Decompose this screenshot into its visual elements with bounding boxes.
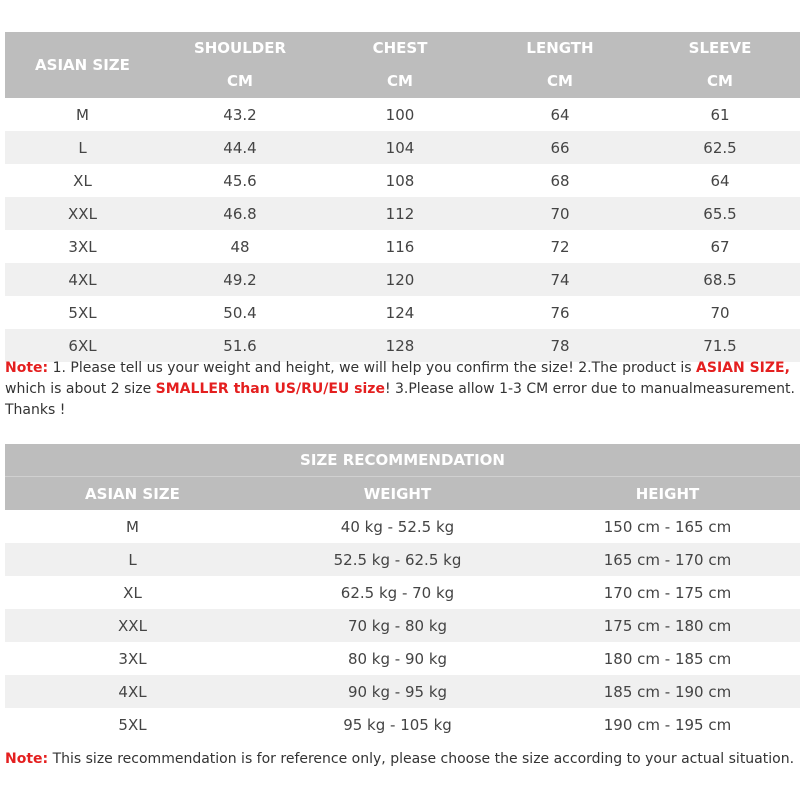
note-text-1: 1. Please tell us your weight and height, we will help you confirm the size! 2.The product is	[48, 360, 697, 376]
table-cell: 44.4	[223, 138, 257, 157]
table-cell: 120	[385, 270, 415, 289]
table-row	[5, 131, 800, 164]
table-row	[5, 164, 800, 197]
table-cell: 3XL	[68, 237, 97, 256]
table-row	[5, 98, 800, 131]
table-cell: 65.5	[703, 204, 737, 223]
size-chart-header	[5, 32, 800, 98]
table-cell: 74	[550, 270, 570, 289]
size-note	[5, 358, 795, 421]
table-cell: 3XL	[118, 649, 147, 668]
table-cell: 4XL	[118, 682, 147, 701]
note-emphasis-asian-size: ASIAN SIZE,	[696, 360, 790, 376]
header-length: LENGTH CM	[526, 39, 594, 90]
table-cell: 61	[710, 105, 730, 124]
table-cell: 45.6	[223, 171, 257, 190]
table-cell: 70	[710, 303, 730, 322]
table-cell: 112	[385, 204, 415, 223]
table-cell: XXL	[68, 204, 97, 223]
note-label: Note:	[5, 751, 49, 767]
recommendation-note	[5, 749, 795, 770]
table-cell: 43.2	[223, 105, 257, 124]
table-cell: 70	[550, 204, 570, 223]
table-cell: 78	[550, 336, 570, 355]
size-recommendation-table	[5, 444, 800, 741]
table-cell: 5XL	[118, 715, 147, 734]
table-row	[5, 296, 800, 329]
table-row	[5, 510, 800, 543]
table-cell: 185 cm - 190 cm	[603, 682, 732, 701]
note-text-2: which is about 2 size	[5, 381, 156, 397]
note-text: This size recommendation is for reference only, please choose the size according to your actual situation.	[48, 751, 795, 767]
table-row	[5, 197, 800, 230]
table-cell: 175 cm - 180 cm	[603, 616, 732, 635]
table-row	[5, 543, 800, 576]
table-cell: 67	[710, 237, 730, 256]
table-cell: 190 cm - 195 cm	[603, 715, 732, 734]
table-cell: 6XL	[68, 336, 97, 355]
table-cell: 170 cm - 175 cm	[603, 583, 732, 602]
table-cell: M	[126, 517, 139, 536]
table-cell: 165 cm - 170 cm	[603, 550, 732, 569]
table-cell: 50.4	[223, 303, 257, 322]
table-cell: 100	[385, 105, 415, 124]
header-sleeve: SLEEVE CM	[688, 39, 752, 90]
table-cell: 104	[385, 138, 415, 157]
table-cell: XL	[123, 583, 142, 602]
table-cell: 49.2	[223, 270, 257, 289]
table-cell: 72	[550, 237, 570, 256]
note-emphasis-smaller: SMALLER than US/RU/EU size	[155, 381, 385, 397]
table-row	[5, 576, 800, 609]
table-cell: 52.5 kg - 62.5 kg	[333, 550, 462, 569]
table-cell: 116	[385, 237, 415, 256]
table-cell: 180 cm - 185 cm	[603, 649, 732, 668]
recommendation-title: SIZE RECOMMENDATION	[5, 444, 800, 477]
table-cell: 51.6	[223, 336, 257, 355]
table-cell: 46.8	[223, 204, 257, 223]
note-text-3: ! 3.Please allow 1-3 CM error due to manualmeasurement. Thanks !	[5, 381, 795, 418]
table-cell: 150 cm - 165 cm	[603, 517, 732, 536]
table-cell: 4XL	[68, 270, 97, 289]
note-label: Note:	[5, 360, 49, 376]
table-cell: 128	[385, 336, 415, 355]
table-cell: 66	[550, 138, 570, 157]
table-row	[5, 263, 800, 296]
table-cell: 76	[550, 303, 570, 322]
table-cell: 70 kg - 80 kg	[347, 616, 448, 635]
table-cell: 64	[550, 105, 570, 124]
size-chart-body	[5, 98, 800, 362]
table-cell: 124	[385, 303, 415, 322]
table-cell: L	[78, 138, 87, 157]
table-row	[5, 708, 800, 741]
table-cell: 5XL	[68, 303, 97, 322]
table-cell: L	[128, 550, 137, 569]
header-asian-size: ASIAN SIZE	[35, 55, 130, 74]
table-row	[5, 642, 800, 675]
table-cell: 40 kg - 52.5 kg	[340, 517, 455, 536]
table-row	[5, 609, 800, 642]
table-cell: 62.5	[703, 138, 737, 157]
table-cell: 71.5	[703, 336, 737, 355]
table-cell: XXL	[118, 616, 147, 635]
table-cell: 68.5	[703, 270, 737, 289]
recommendation-body	[5, 510, 800, 741]
table-cell: 80 kg - 90 kg	[347, 649, 448, 668]
header-asian-size: ASIAN SIZE	[85, 484, 180, 503]
recommendation-header	[5, 477, 800, 510]
table-cell: 108	[385, 171, 415, 190]
header-chest: CHEST CM	[372, 39, 428, 90]
size-chart-table	[5, 32, 800, 362]
header-weight: WEIGHT	[363, 484, 432, 503]
header-height: HEIGHT	[635, 484, 700, 503]
table-row	[5, 230, 800, 263]
table-cell: 64	[710, 171, 730, 190]
table-cell: M	[76, 105, 89, 124]
table-cell: XL	[73, 171, 92, 190]
table-cell: 95 kg - 105 kg	[343, 715, 452, 734]
table-cell: 68	[550, 171, 570, 190]
table-cell: 62.5 kg - 70 kg	[340, 583, 455, 602]
table-cell: 90 kg - 95 kg	[347, 682, 448, 701]
table-row	[5, 675, 800, 708]
header-shoulder: SHOULDER CM	[193, 39, 287, 90]
table-cell: 48	[230, 237, 250, 256]
